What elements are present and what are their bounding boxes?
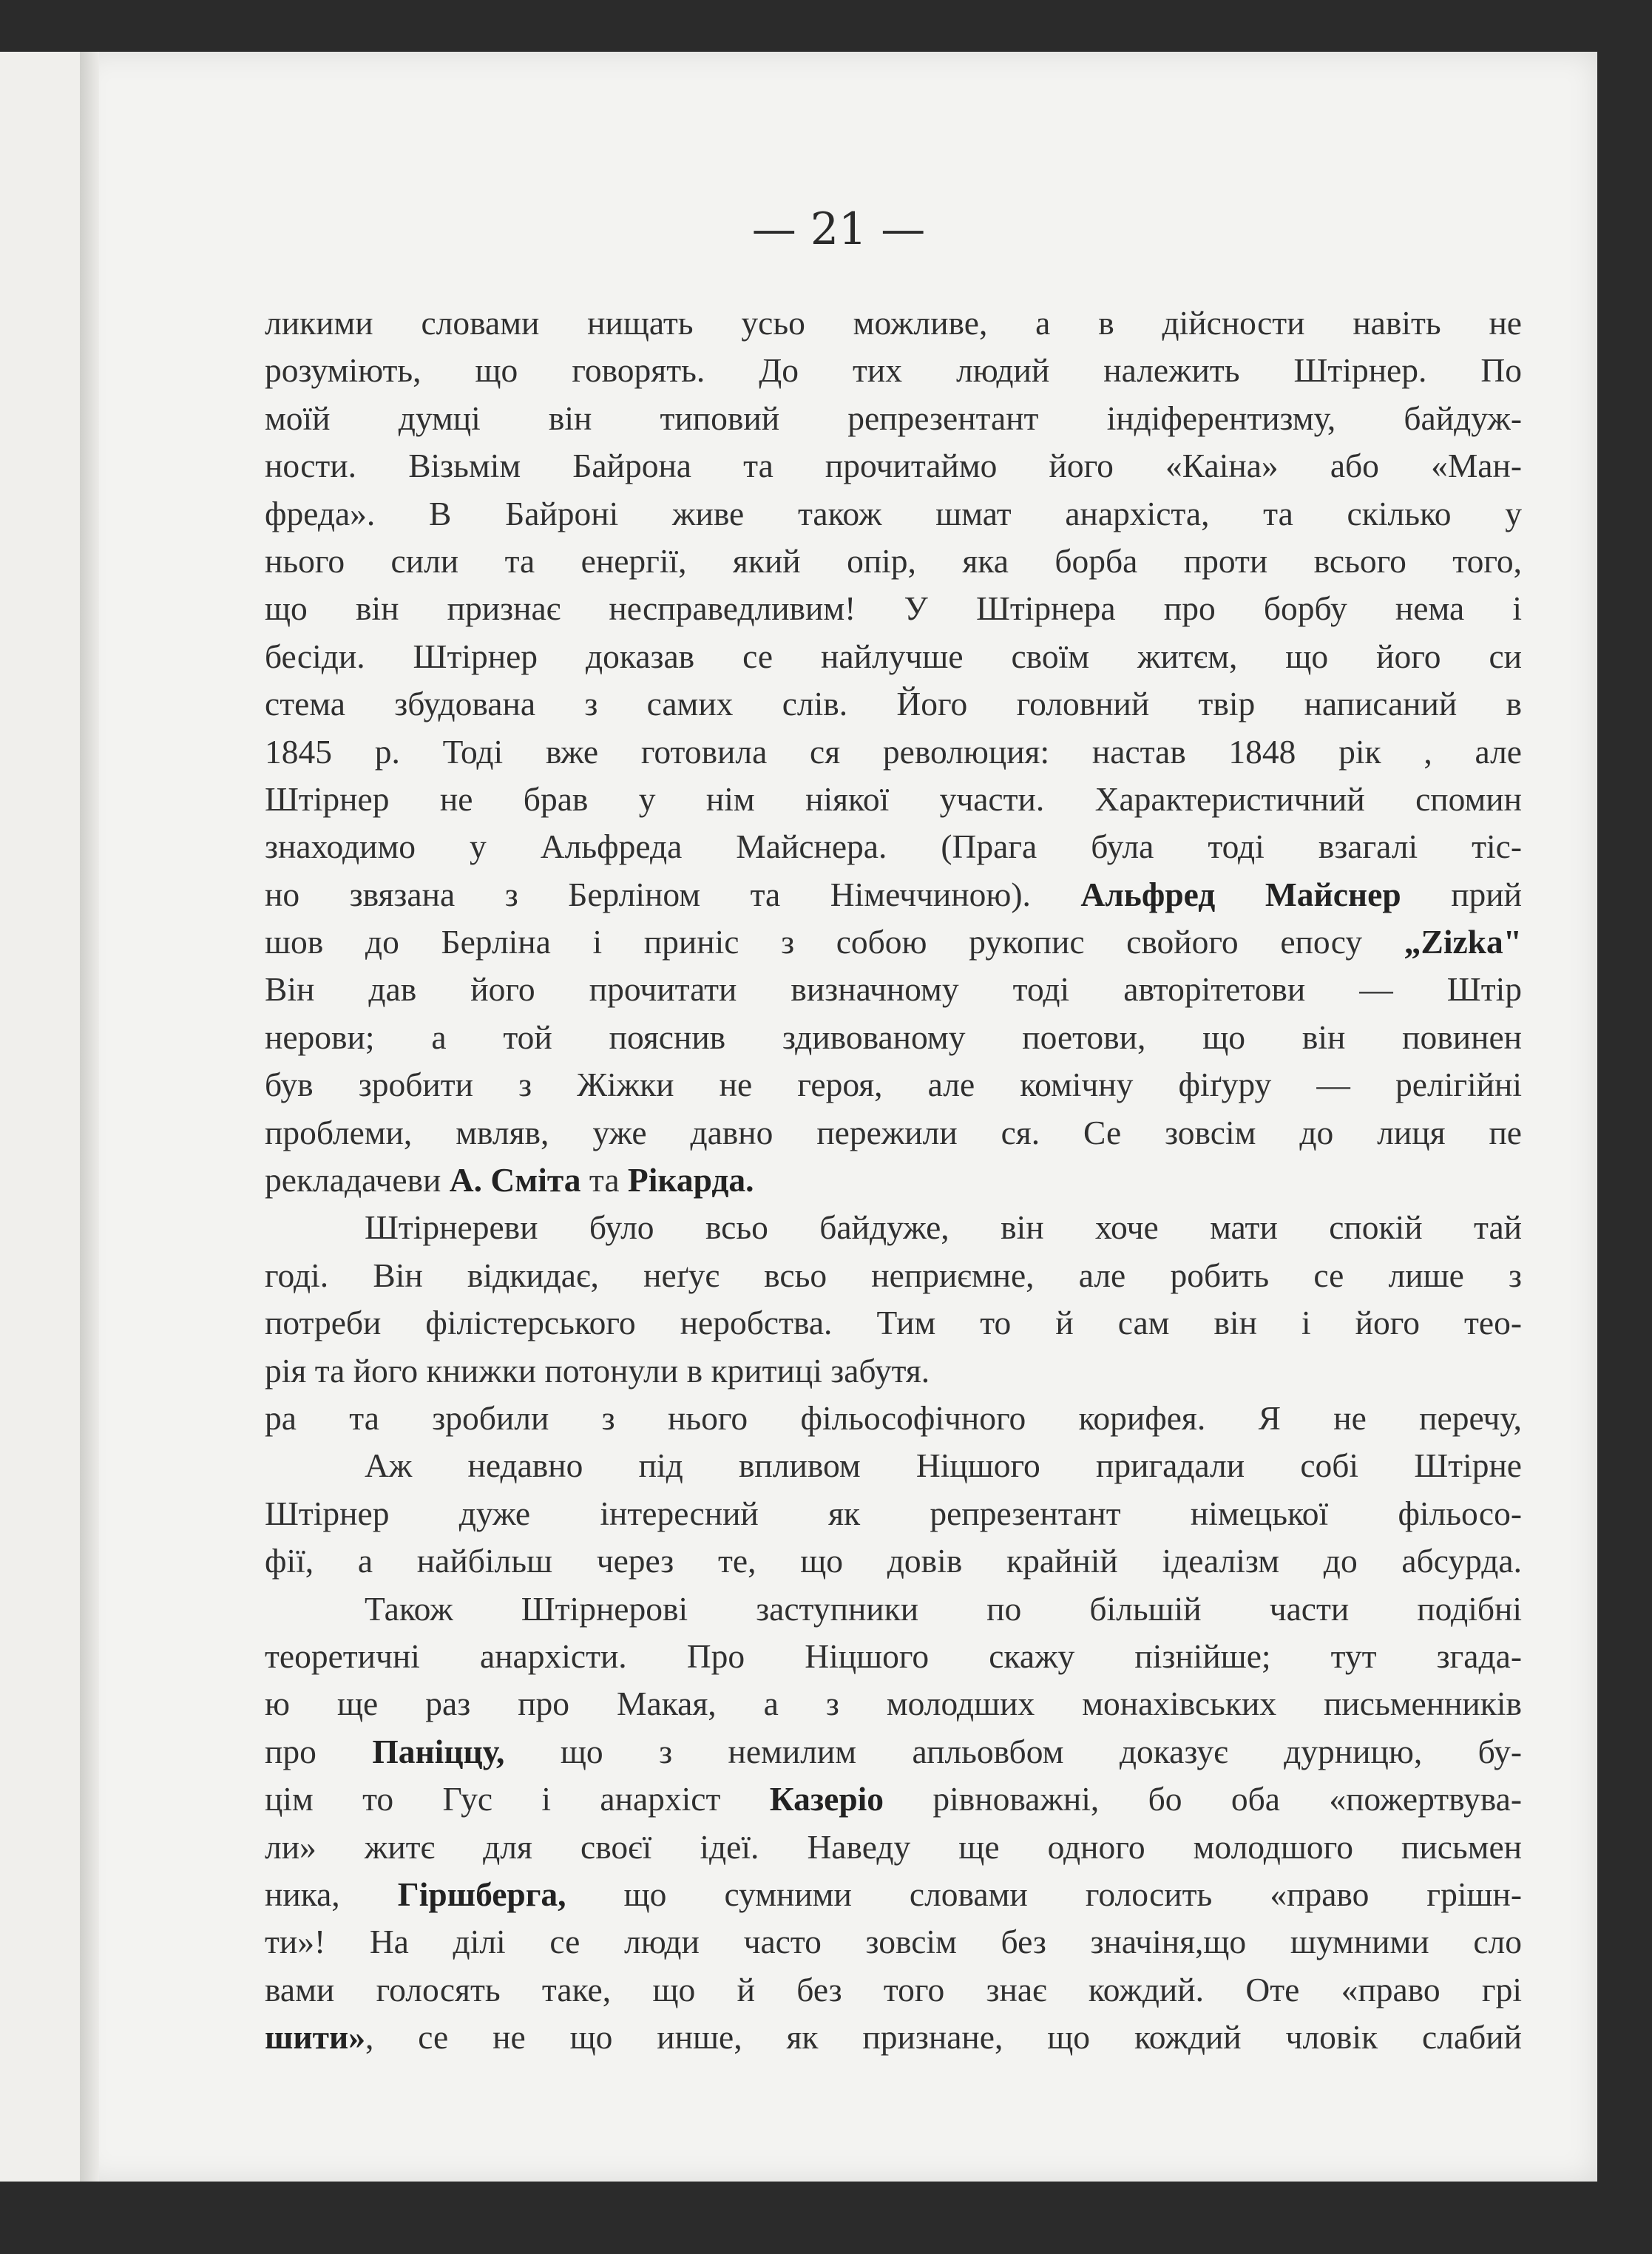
text-segment: рівноважні, бо оба «пожертвува- [884, 1780, 1522, 1818]
text-line [265, 966, 1522, 1013]
bold-text-segment: „Zizka" [1362, 923, 1522, 961]
text-line [265, 538, 1522, 585]
body-text [265, 299, 1522, 2061]
text-segment: прий [1401, 875, 1522, 913]
text-segment: шов до Берліна і приніс з собою рукопис свойого епосу [265, 923, 1363, 961]
text-segment: ности. Візьмім Байрона та прочитаймо його «Каіна» або «Ман- [265, 447, 1522, 485]
text-line [265, 1157, 1522, 1204]
text-line [265, 1347, 1522, 1395]
text-line [265, 1252, 1522, 1299]
text-segment: Штірнер не брав у нім ніякої участи. Характеристичний спомин [265, 779, 1522, 818]
text-line [265, 823, 1522, 870]
page-spine-shadow [80, 52, 99, 2182]
text-line [265, 1299, 1522, 1347]
text-segment: що він признає несправедливим! У Штірнера про борбу нема і [265, 589, 1522, 628]
bold-text-segment: Казеріо [769, 1780, 884, 1818]
text-segment: ю ще раз про Макая, а з молодших монахівських письменників [265, 1685, 1522, 1723]
text-segment: вами голосять таке, що й без того знає кождий. Оте «право грі [265, 1970, 1522, 2008]
text-line [265, 442, 1522, 490]
text-segment: ликими словами нищать усьо можливе, а в дійсности навіть не [265, 304, 1522, 342]
text-line [265, 776, 1522, 823]
text-segment: моїй думці він типовий репрезентант індіферентизму, байдуж- [265, 399, 1522, 437]
text-segment: рія та його книжки потонули в критиці забутя. [265, 1351, 930, 1390]
text-segment: був зробити з Жіжки не героя, але комічну фіґуру — релігійні [265, 1066, 1522, 1104]
text-line [265, 1204, 1522, 1251]
text-line [265, 1490, 1522, 1537]
text-segment: 1845 р. Тоді вже готовила ся революция: настав 1848 рік , але [265, 732, 1522, 771]
text-line [265, 1966, 1522, 2014]
text-segment: Він дав його прочитати визначному тоді авторітетови — Штір [265, 970, 1522, 1009]
text-line [265, 490, 1522, 538]
text-line [265, 1776, 1522, 1823]
text-line [265, 1585, 1522, 1633]
text-line [265, 2014, 1522, 2061]
text-segment: знаходимо у Альфреда Майснера. (Прага була тоді взагалі тіс- [265, 828, 1522, 866]
text-line [265, 299, 1522, 347]
text-line [265, 728, 1522, 776]
text-segment: про [265, 1732, 373, 1770]
text-segment: ли» житє для своєї ідеї. Наведу ще одного молодшого письмен [265, 1827, 1522, 1866]
text-line [265, 1680, 1522, 1727]
text-line [265, 1728, 1522, 1776]
bold-text-segment: Гіршберга, [397, 1875, 566, 1913]
text-segment: , се не що инше, як признане, що кождий чловік слабий [365, 2018, 1522, 2057]
text-line [265, 1014, 1522, 1061]
book-page [80, 52, 1597, 2182]
text-segment: розуміють, що говорять. До тих людий належить Штірнер. По [265, 351, 1522, 390]
text-segment: но звязана з Берліном та Німеччиною). [265, 875, 1081, 913]
text-line [265, 1442, 1522, 1489]
text-segment: що сумними словами голосить «право грішн- [566, 1875, 1522, 1913]
text-segment: ти»! На ділі се люди часто зовсім без значіня,що шумними сло [265, 1923, 1522, 1961]
text-segment: бесіди. Штірнер доказав се найлучше своїм житєм, що його си [265, 637, 1522, 675]
text-segment: фреда». В Байроні живе також шмат анархіста, та скілько у [265, 494, 1522, 532]
text-line [265, 1918, 1522, 1966]
text-line [265, 1109, 1522, 1157]
text-segment: Штірнереви було всьо байдуже, він хоче мати спокій тай [365, 1208, 1522, 1247]
text-line [265, 871, 1522, 918]
text-line [265, 585, 1522, 632]
text-segment: рекладачеви [265, 1161, 450, 1199]
text-segment: Штірнер дуже інтересний як репрезентант німецької фільосо- [265, 1494, 1522, 1532]
text-line [265, 1824, 1522, 1871]
text-line [265, 1537, 1522, 1585]
text-segment: Також Штірнерові заступники по більшій части подібні [365, 1589, 1522, 1628]
text-line [265, 680, 1522, 728]
text-segment: нього сили та енергії, який опір, яка борба проти всього того, [265, 541, 1522, 580]
text-segment: годі. Він відкидає, неґує всьо неприємне, але робить се лише з [265, 1256, 1522, 1294]
text-segment: Аж недавно під впливом Ніцшого пригадали собі Штірне [365, 1446, 1522, 1485]
text-segment: потреби філістерського неробства. Тим то й сам він і його тео- [265, 1304, 1522, 1342]
text-line [265, 918, 1522, 966]
text-line [265, 633, 1522, 680]
bold-text-segment: Альфред Майснер [1080, 875, 1401, 913]
text-line [265, 347, 1522, 394]
bold-text-segment: Паніццу, [372, 1732, 505, 1770]
text-line [265, 1061, 1522, 1109]
text-segment: що з немилим апльовбом доказує дурницю, бу- [504, 1732, 1522, 1770]
facing-page-edge [0, 52, 80, 2182]
bold-text-segment: шити» [265, 2018, 365, 2057]
text-segment: нерови; а той пояснив здивованому поетови, що він повинен [265, 1018, 1522, 1056]
text-segment: ра та зробили з нього фільософічного корифея. Я не перечу, [265, 1398, 1522, 1437]
text-segment: стема збудована з самих слів. Його головний твір написаний в [265, 685, 1522, 723]
text-line [265, 1871, 1522, 1918]
page-number: — 21 — [751, 203, 926, 255]
text-segment: та [580, 1161, 628, 1199]
text-segment: фії, а найбільш через те, що довів крайній ідеалізм до абсурда. [265, 1542, 1522, 1580]
text-segment: проблеми, мвляв, уже давно пережили ся. Се зовсім до лиця пе [265, 1113, 1522, 1151]
bold-text-segment: Рікарда. [627, 1161, 754, 1199]
text-line [265, 1395, 1522, 1442]
text-line [265, 395, 1522, 442]
bold-text-segment: А. Сміта [449, 1161, 581, 1199]
text-segment: ника, [265, 1875, 398, 1913]
text-segment: цім то Гус і анархіст [265, 1780, 770, 1818]
text-line [265, 1633, 1522, 1680]
text-segment: теоретичні анархісти. Про Ніцшого скажу пізнійше; тут згада- [265, 1637, 1522, 1675]
